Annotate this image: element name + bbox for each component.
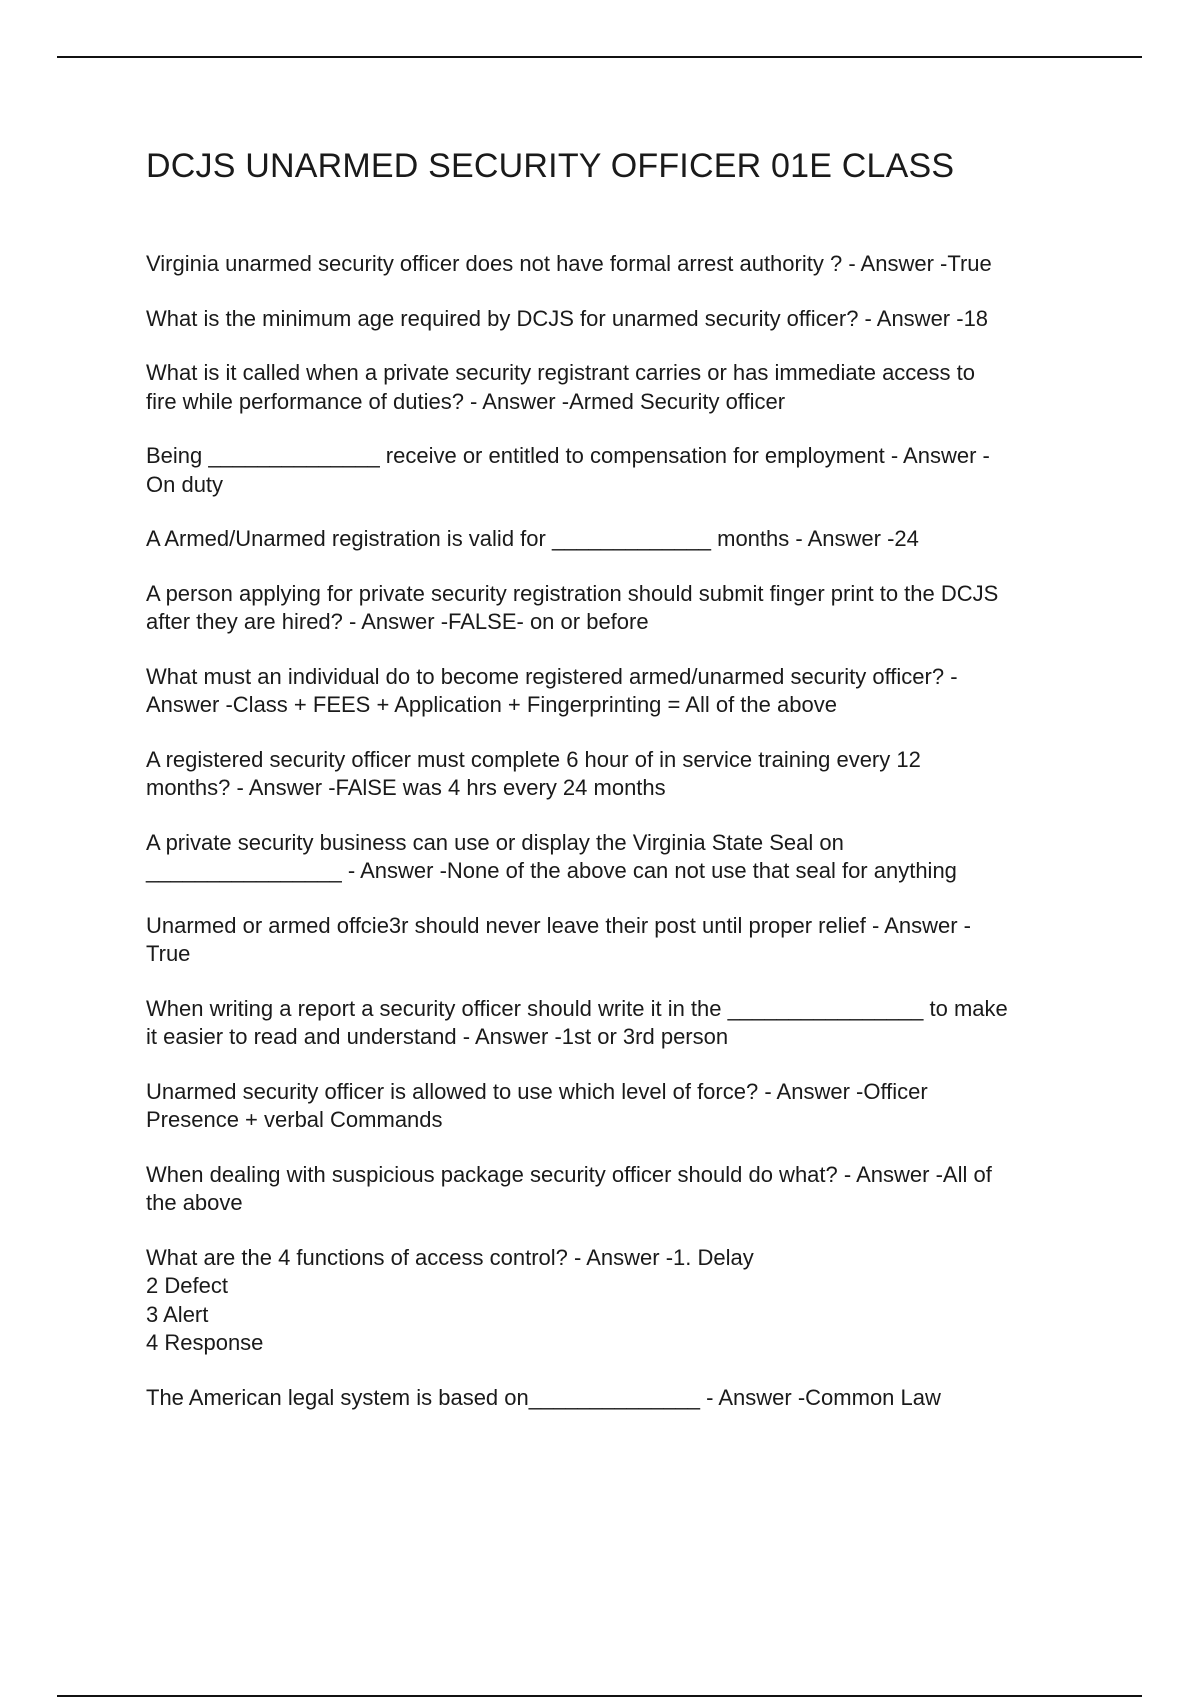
qa-item: What must an individual do to become registered armed/unarmed security officer? - Answer -Class + FEES + Application + Fingerprinting = All of the above — [146, 663, 958, 717]
qa-item: When writing a report a security officer should write it in the ________________ to make it easier to read and understand - Answer -1st or 3rd person — [146, 995, 1008, 1049]
qa-list — [146, 250, 1096, 1412]
qa-item: What is the minimum age required by DCJS for unarmed security officer? - Answer -18 — [146, 305, 989, 331]
document-body — [146, 140, 1096, 1438]
top-rule — [57, 56, 1142, 58]
qa-item: A registered security officer must complete 6 hour of in service training every 12 months? - Answer -FAlSE was 4 hrs every 24 months — [146, 746, 921, 800]
qa-item: What is it called when a private security registrant carries or has immediate access to fire while performance of duties? - Answer -Armed Security officer — [146, 360, 975, 414]
qa-item: When dealing with suspicious package security officer should do what? - Answer -All of the above — [146, 1161, 992, 1215]
qa-item: Unarmed security officer is allowed to use which level of force? - Answer -Officer Presence + verbal Commands — [146, 1078, 928, 1132]
qa-item: A person applying for private security registration should submit finger print to the DCJS after they are hired? - Answer -FALSE- on or before — [146, 580, 999, 634]
bottom-rule — [57, 1695, 1142, 1697]
qa-item: What are the 4 functions of access control? - Answer -1. Delay 2 Defect 3 Alert 4 Response — [146, 1244, 754, 1355]
qa-item: A private security business can use or display the Virginia State Seal on ________________ - Answer -None of the above can not use that seal for anything — [146, 829, 957, 883]
qa-item: The American legal system is based on______________ - Answer -Common Law — [146, 1384, 941, 1410]
qa-item: Being ______________ receive or entitled to compensation for employment - Answer - On duty — [146, 443, 990, 497]
document-title: DCJS UNARMED SECURITY OFFICER 01E CLASS — [146, 147, 955, 185]
qa-item: Virginia unarmed security officer does not have formal arrest authority ? - Answer -True — [146, 251, 992, 276]
qa-item: A Armed/Unarmed registration is valid for _____________ months - Answer -24 — [146, 526, 919, 551]
qa-item: Unarmed or armed offcie3r should never leave their post until proper relief - Answer - True — [146, 912, 971, 966]
